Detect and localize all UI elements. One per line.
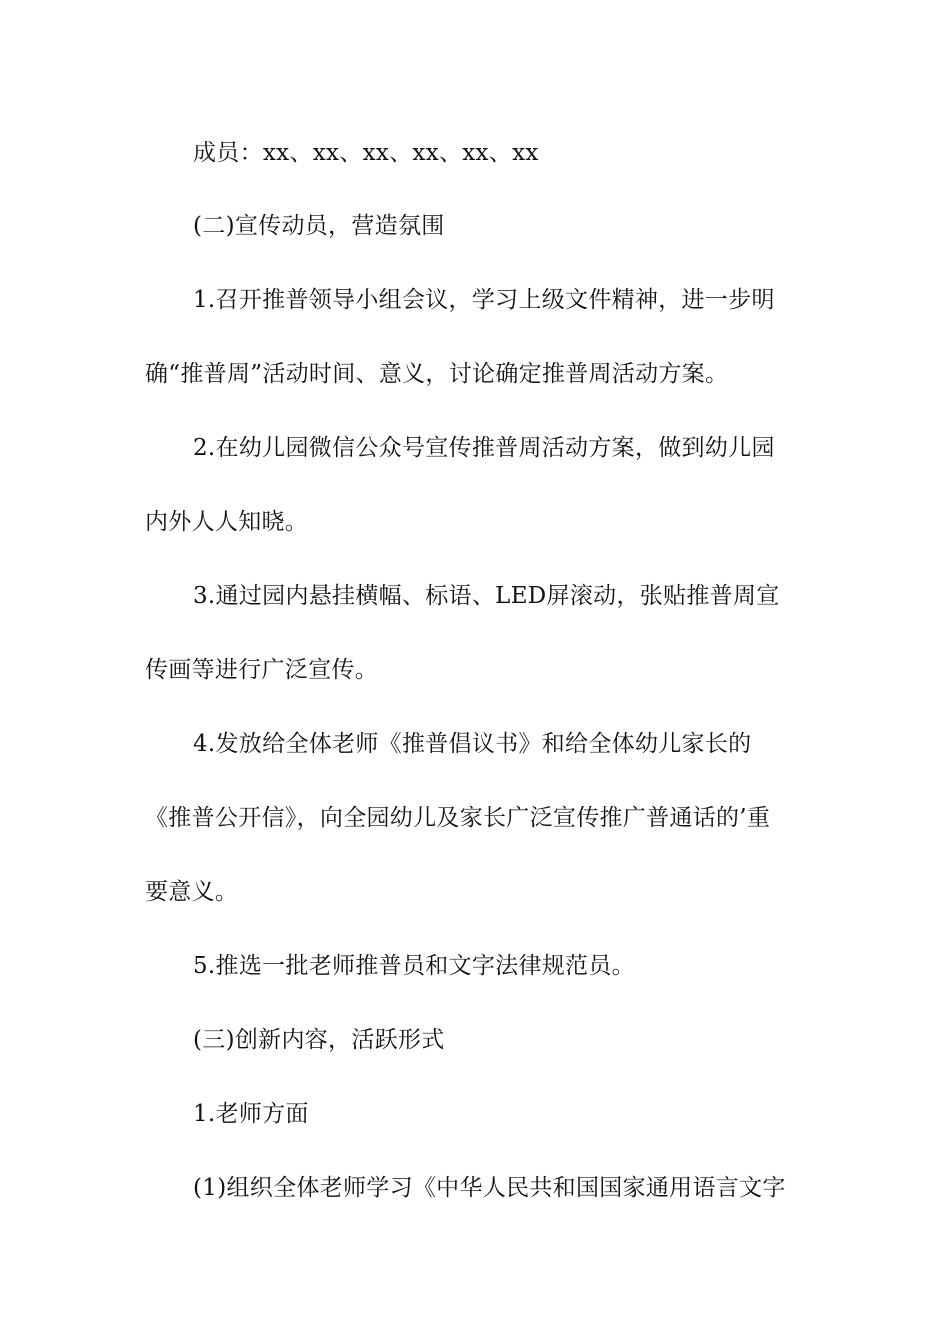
- section-heading-2: (二)宣传动员，营造氛围: [193, 213, 445, 239]
- paragraph-line: 5.推选一批老师推普员和文字法律规范员。: [193, 953, 635, 979]
- paragraph-line: (1)组织全体老师学习《中华人民共和国国家通用语言文字: [193, 1175, 786, 1201]
- paragraph-line: 传画等进行广泛宣传。: [145, 657, 378, 683]
- paragraph-line: 内外人人知晓。: [145, 509, 309, 535]
- paragraph-line: 1.召开推普领导小组会议，学习上级文件精神，进一步明: [193, 287, 775, 313]
- paragraph-line: 3.通过园内悬挂横幅、标语、LED屏滚动，张贴推普周宣: [193, 583, 780, 609]
- paragraph-line: 要意义。: [145, 879, 239, 905]
- section-heading-3: (三)创新内容，活跃形式: [193, 1027, 445, 1053]
- paragraph-line: 确“推普周”活动时间、意义，讨论确定推普周活动方案。: [145, 361, 729, 387]
- subsection-heading: 1.老师方面: [193, 1101, 309, 1127]
- paragraph-line: 4.发放给全体老师《推普倡议书》和给全体幼儿家长的: [193, 731, 752, 757]
- paragraph-line: 《推普公开信》，向全园幼儿及家长广泛宣传推广普通话的’重: [145, 805, 771, 831]
- members-line: 成员：xx、xx、xx、xx、xx、xx: [193, 140, 539, 166]
- paragraph-line: 2.在幼儿园微信公众号宣传推普周活动方案，做到幼儿园: [193, 435, 775, 461]
